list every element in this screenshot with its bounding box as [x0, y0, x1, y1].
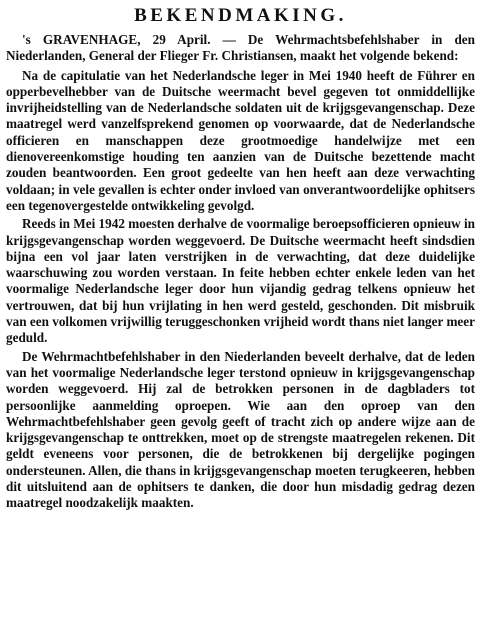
- paragraph-order: De Wehrmachtbefehlshaber in den Niederlanden beveelt derhalve, dat de leden van het voormalige Nederlandsche leger terstond opnieuw in krijgsgevangenschap worden weggevoerd. Hij zal de betrokken personen in de dagbladers tot persoonlijke aanmelding oproepen. Wie aan den oproep van den Wehrmachtbefehlshaber geen gevolg geeft of tracht zich op andere wijze aan de krijgsgevangenschap te onttrekken, moet op de strengste maatregelen rekenen. Dit geldt eveneens voor personen, die de betrokkenen bij dergelijke pogingen ondersteunen. Allen, die thans in krijgsgevangenschap moeten terugkeeren, hebben dit uitsluitend aan de ophitsers te danken, die door hun misdadig gedrag dezen maatregel noodzakelijk maakten.: [6, 348, 475, 511]
- news-article: [6, 4, 475, 512]
- paragraph-capitulation: Na de capitulatie van het Nederlandsche leger in Mei 1940 heeft de Führer en opperbevelhebber van de Duitsche weermacht bevel gegeven tot onmiddellijke invrijheidstelling van de Nederlandsche soldaten uit de krijgsgevangenschap. Deze maatregel werd vanzelfsprekend genomen op voorwaarde, dat de Nederlandsche officieren en manschappen deze grootmoedige handelwijze met een dienovereenkomstige houding ten aanzien van de Duitsche bezettende macht zouden beantwoorden. Een groot gedeelte van hen heeft aan deze verwachting voldaan; in vele gevallen is echter onder invloed van onverantwoordelijke ophitsers een tegenovergestelde ontwikkeling gevolgd.: [6, 67, 475, 213]
- paragraph-may-1942: Reeds in Mei 1942 moesten derhalve de voormalige beroepsofficieren opnieuw in krijgsgevangenschap worden weggevoerd. De Duitsche weermacht heeft sindsdien bijna een vol jaar laten verstrijken in de verwachting, dat deze duidelijke waarschuwing zou worden verstaan. In feite hebben echter enkele leden van het voormalige Nederlandsche leger door hun vijandig gedrag telkens opnieuw het vertrouwen, dat bij hun vrijlating in hen werd gesteld, geschonden. Dit misbruik van een volkomen vrijwillig teruggeschonken vrijheid wordt thans niet langer meer geduld.: [6, 216, 475, 346]
- lead-paragraph: 's GRAVENHAGE, 29 April. — De Wehrmachtsbefehlshaber in den Niederlanden, General der Flieger Fr. Christiansen, maakt het volgende bekend:: [6, 32, 475, 64]
- headline: BEKENDMAKING.: [134, 5, 347, 26]
